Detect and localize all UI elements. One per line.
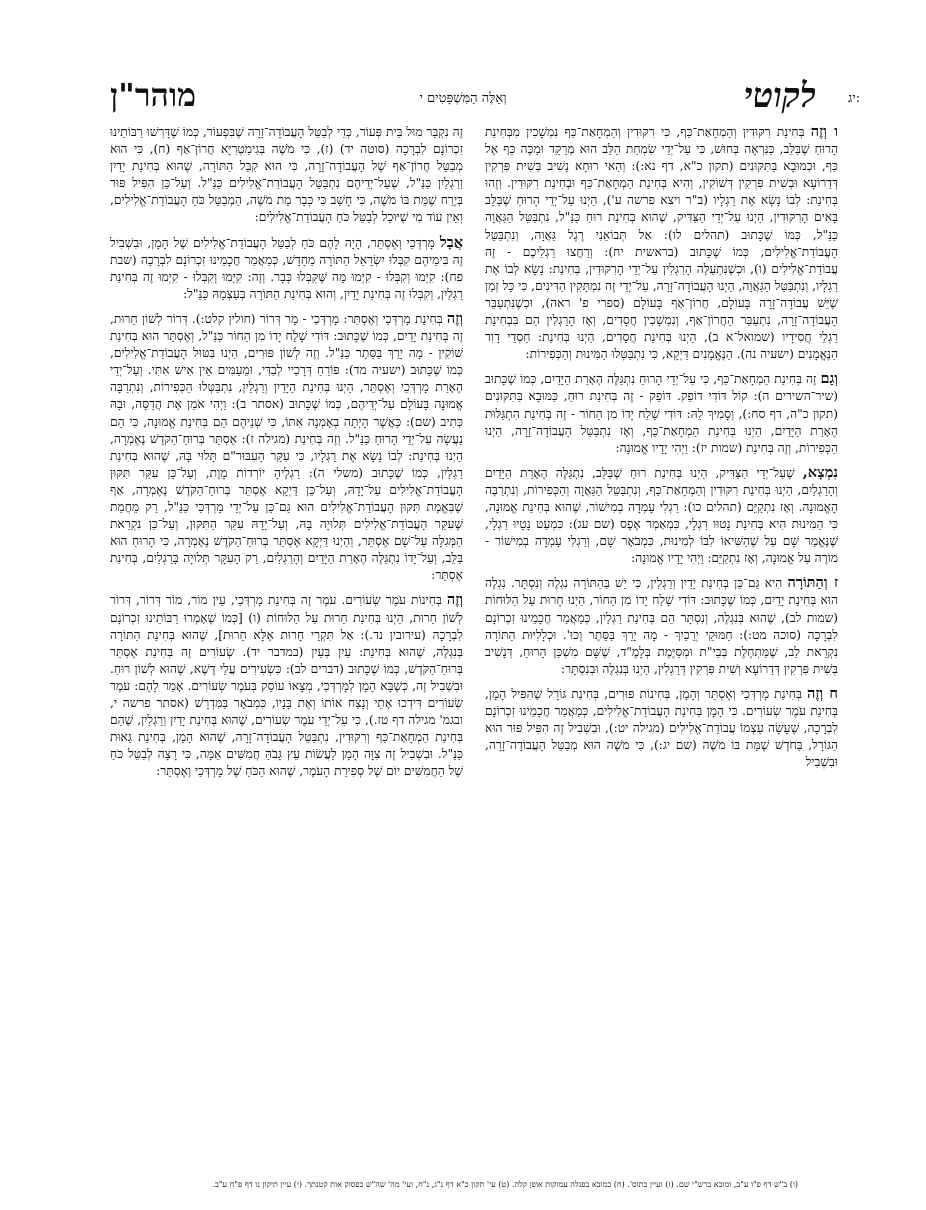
paragraph: [485, 370, 838, 456]
paragraph: [485, 685, 838, 771]
author-title: מוהר"ן: [110, 76, 197, 114]
paragraph: [110, 123, 463, 227]
paragraph: [485, 123, 838, 363]
left-column: [110, 123, 463, 787]
paragraph-text: שֶׁעַל־יְדֵי הַצַּדִּיק, הַיְנוּ בְּחִינַת רוּחַ שֶׁבַּלֵּב, נִתְגַּלֶּה הֶאָרַת הַיָּדַיִם וְהָרַגְלַיִם, הַיְנוּ בְּחִינַת רִקּוּדִין וְהַמְחָאַת־כַּף, וְנִתְבַּטֵּל הַגַּאֲוָה וְהַכְּפִירוֹת, וְנִתְרַבֶּה הָאֱמוּנָה. וְאָז נִתְקַיֵּם (תהלים כו): רַגְלִי עָמְדָה בְמִישׁוֹר, שֶׁהוּא בְּחִינַת אֱמוּנָה, כִּי הַמִּינוּת הִיא בְּחִינַת נָטוּו רַגְלָי, כִּמְאַמְר אֶפֶס (שם עג): כִּמְעַט נָטָיוּ רַגְלָי, שֶׁנֶּאֱמַר שָׁם עַל שֶׁהַשִּׁיאוֹ לִבּוֹ לְמִינוּת, כִּמְבֹאָר שָׁם, וְרַגְלִי עָמְדָה בְמִישׁוֹר - מוֹרֶה עַל אֱמוּנָה, וְאָז נִתְקַיֵּם: וַיְהִי יָדָיו אֱמוּנָה:: [485, 465, 838, 566]
paragraph-text: זֶה בְּחִינַת הַמְחָאַת־כַּף, כִּי עַל־יְדֵי הָרוּחַ נִתְגַּלֶּה הֶאָרַת הַיָּדַיִם, כְּמוֹ שֶׁכָּתוּב (שיר־השירים ה): קוֹל דּוֹדִי דוֹפֵק. דּוֹפֵק - זֶה בְּחִינַת רוּחַ, כַּמּוּבָא בַּתִּקּוּנִים (תקון כ"ה, דף סח:), וְסָמִיךְ לֵהּ: דּוֹדִי שָׁלַח יָדוֹ מִן הַחוֹר - זֶה בְּחִינַת הִתְגַּלּוּת הֶאָרַת הַיָּדַיִם, הַיְנוּ בְּחִינַת הַמְחָאַת־כַּף, וְאָז נִתְבַּטֵּל הָעֲבוֹדָה־זָרָה, הַיְנוּ הַכְּפִירוֹת, וְזֶה בְּחִינַת (שמות יז): וַיְהִי יָדָיו אֱמוּנָה:: [485, 372, 838, 455]
book-title: לקוטי: [743, 76, 816, 116]
paragraph: [110, 234, 463, 303]
paragraph-lead: וְגַם: [820, 370, 838, 388]
paragraph-text: זֶה נִקְבַּר מוּל בֵּית פְּעוֹר, כְּדֵי לְבַטֵּל הָעֲבוֹדָה־זָרָה שֶׁבִּפְעוֹר, כְּמוֹ שֶׁדָּרְשׁוּ רַבּוֹתֵינוּ זִכְרוֹנָם לִבְרָכָה (סוטה יד) (ז), כִּי מֹשֶׁה בְּגִימַטְרִיָּא חֲרוֹן־אַף (ח), כִּי הוּא מְבַטֵּל חֲרוֹן־אַף שֶׁל הָעֲבוֹדָה־זָרָה, כִּי הוּא קִבֵּל הַתּוֹרָה, שֶׁהוּא בְּחִינַת יָדַיִן וְרַגְלַיִן כַּנַּ"ל, שֶׁעַל־יְדֵיהֶם נִתְבַּטֵּל הָעֲבוֹדַת־אֱלִילִים כַּנַּ"ל. וְעַל־כֵּן הִפִּיל פּוּר בְּיֶרַח שֶׁמֵּת בּוֹ מֹשֶׁה, כִּי חָשַׁב כִּי כְּבָר מֵת מֹשֶׁה, הַמְבַטֵּל כֹּחַ הָעֲבוֹדַת־אֱלִילִים, וְאֵין עוֹד מִי שֶׁיּוּכַל לְבַטֵּל כֹּחַ הָעֲבוֹדַת־אֱלִילִים:: [110, 125, 463, 225]
paragraph-lead: וְזֶה: [446, 309, 463, 327]
paragraph-text: מָרְדְּכַי וְאֶסְתֵּר, הָיָה לָהֶם כֹּחַ לְבַטֵּל הָעֲבוֹדַת־אֱלִילִים שֶׁל הָמָן, וּבִשְׁבִיל זֶה בִּימֵיהֶם קִבְּלוּ יִשְׂרָאֵל הַתּוֹרָה מֵחָדָשׁ, כְּמַאֲמַר חֲכָמֵינוּ זִכְרוֹנָם לִבְרָכָה (שבת פח): קִיְּמוּ וְקִבְּלוּ - קִיְּמוּ מָה שֶּׁקִּבְּלוּ כְּבָר. וְזֶה: קִיְּמוּ וְקִבְּלוּ - קִיְּמוּ זֶה בְּחִינַת רַגְלַיִן, וְקִבְּלוּ זֶה בְּחִינַת יָדַיִן, וְהוּא בְּחִינַת הַתּוֹרָה בְּעַצְמָהּ כַּנַּ"ל:: [110, 235, 463, 301]
paragraph: [485, 574, 838, 678]
page-number: יג:: [848, 91, 861, 106]
paragraph-text: בְּחִינַת מָרְדְּכַי וְאֶסְתֵּר: מָרְדְּכַי - מָר דְּרוֹר (חולין קלט:). דְּרוֹר לְשׁוֹן חֵרוּת, זֶה בְּחִינַת יָדַיִם, כְּמוֹ שֶׁכָּתוּב: דּוֹדִי שָׁלַח יָדוֹ מִן הַחוֹר כַּנַּ"ל, וְאֶסְתֵּר הוּא בְּחִינַת שׁוֹקִין - מָה יָרֵךְ בַּסֵּתֶר כַּנַּ"ל. וְזֶה לְשׁוֹן פּוּרִים, הַיְנוּ בִּטּוּל הָעֲבוֹדַת־אֱלִילִים, כְּמוֹ שֶׁכָּתוּב (ישעיה מד): פּוֹרֵחַ דְּרָכַיי לְבַדִּי, וּמֵעַמִּים אֵין אִישׁ אִתִּי. וְעַל־יְדֵי הֶאָרַת מָרְדְּכַי וְאֶסְתֵּר, הַיְנוּ בְּחִינַת הַיָּדַיִן וְרַגְלַיִן, נִתְבַּטְּלוּ הַכְּפִירוֹת, וְנִתְרַבָּה אֱמוּנָה בָּעוֹלָם עַל־יְדֵיהֶם, כְּמוֹ שֶׁכָּתוּב (אסתר ב): וַיְהִי אֹמֵן אֶת הֲדַסָּה, וּבָהּ כְּתִיב (שם): כַּאֲשֶׁר הָיְתָה בְאָמְנָה אִתּוֹ, כִּי שְׁנֵיהֶם הֵם בְּחִינַת אֱמוּנָה, כִּי הֵם נַעֲשָׂה עַל־יְדֵי הָרוּחַ כַּנַּ"ל. וְזֶה בְּחִינַת (מגילה ז): אֶסְתֵּר בְּרוּחַ־הַקֹּדֶשׁ נֶאֶמְרָה, הַיְנוּ בְּחִינַת: לְבוֹ נָשָׂא אֶת רַגְלָיו, כִּי עִקַּר הָעִבּוּר"ם תָּלוּי בָּהּ, שֶׁהוּא בְּחִינַת רַגְלַיִן, כְּמוֹ שֶׁכָּתוּב (משלי ה): רַגְלֶיהָ יוֹרְדוֹת מָוֶת, וְעַל־כֵּן עִקַּר תִּקּוּן הָעֲבוֹדַת־אֱלִילִים עַל־יָדָהּ, וְעַל־כֵּן דַּיְקָא אֶסְתֵּר בְּרוּחַ־הַקֹּדֶשׁ נֶאֶמְרָה, אַף שֶׁבְּאֱמֶת תִּקּוּן הָעֲבוֹדַת־אֱלִילִים הוּא גַּם־כֵּן עַל־יְדֵי מָרְדְּכַי כַּנַּ"ל, רַק מֵחֲמַת שֶׁעִקַּר הָעֲבוֹדַת־אֱלִילִים תְּלוּיָה בָּהּ, וְעַל־יָדָהּ עִקַּר הַתִּקּוּן, וְעַל־כֵּן נִקְרֵאת הַמְּגִלָּה עַל־שֵׁם אֶסְתֵּר, וְהַיְנוּ דַּיְקָא אֶסְתֵּר בְּרוּחַ־הַקֹּדֶשׁ נֶאֶמְרָה, כִּי הָרוּחַ הוּא בַּלֵּב, וְעַל־יָדוֹ נִתְגַּלֶּה הֶאָרַת הַיָּדַיִם וְהָרַגְלַיִם, רַק הָעִקָּר תְּלוּיָה בָּרַגְלַיִם, בְּחִינַת אֶסְתֵּר:: [110, 311, 463, 583]
paragraph-lead: ז וְהַתּוֹרָה: [787, 574, 838, 592]
paragraph-lead: ח וְזֶה: [807, 684, 838, 702]
paragraph-lead: נִמְצָא,: [802, 463, 839, 481]
paragraph: [485, 464, 838, 568]
paragraph-lead: אֲבָל: [439, 233, 464, 251]
paragraph: [110, 310, 463, 585]
paragraph-text: בְּחִינוֹת עֹמֶר שְׂעוֹרִים. עֹמֶר זֶה בְּחִינַת מָרְדְּכַי, עֵין מוֹר, מוֹר דְּרוֹר, דְּרוֹר לְשׁוֹן חֵרוּת, הַיְנוּ בְּחִינַת חֵרוּת עַל הַלּוּחוֹת (ו) [כְּמוֹ שֶׁאָמְרוּ רַבּוֹתֵינוּ זִכְרוֹנָם לִבְרָכָה (עירובין נד.): אַל תִּקְרֵי חָרוּת אֶלָּא חֵרוּת], שֶׁהוּא בְּחִינַת הַתּוֹרָה בְּנִגְלֶה, שֶׁהוּא בְּחִינַת: עַיִן בְּעַיִן (במדבר יד). שְׂעוֹרִים זֶה בְּחִינַת אֶסְתֵּר בְּרוּחַ־הַקֹּדֶשׁ, כְּמוֹ שֶׁכָּתוּב (דברים לב): כִּשְׂעִירִים עֲלֵי דֶשֶׁא, שֶׁהוּא לְשׁוֹן רוּחַ. וּבִשְׁבִיל זֶה, כְּשֶׁבָּא הָמָן לְמָרְדְּכַי, מְצָאוֹ עוֹסֵק בְּעֹמֶר שְׂעוֹרִים. אָמַר לָהֶם: עֹמֶר שְׂעוֹרִים דִּידְכוּ אָתֵי וְנָצַח אוֹתוֹ וְאֶת בָּנָיו, כִּמְבֹאָר בַּמִּדְרָשׁ (אסתר פרשה י, ובגמ' מגילה דף טז.), כִּי עַל־יְדֵי עֹמֶר שְׂעוֹרִים, שֶׁהוּא בְּחִינַת יָדַיִן וְרַגְלַיִן, שֶׁהֵם בְּחִינַת הַמְחָאַת־כַּף וְרִקּוּדִין, נִתְבַּטֵּל הָעֲבוֹדָה־זָרָה, שֶׁהוּא הָמָן, בְּחִינַת גַּאוּת כַּנַּ"ל. וּבִשְׁבִיל זֶה צִוָּה הָמָן לַעֲשׂוֹת עֵץ גָּבֹהַּ חֲמִשִּׁים אַמָּה, כִּי רָצָה לְבַטֵּל כֹּחַ שֶׁל הַחֲמִשִּׁים יוֹם שֶׁל סְפִירַת הָעֹמֶר, שֶׁהוּא הַכֹּחַ שֶׁל מָרְדְּכַי וְאֶסְתֵּר:: [110, 593, 463, 779]
paragraph-text: הִיא גַּם־כֵּן בְּחִינַת יָדַיִן וְרַגְלִין, כִּי יֵשׁ בַּהַתּוֹרָה נִגְלֶה וְנִסְתָּר. נִגְלֶה הוּא בְּחִינַת יָדַיִם, כְּמוֹ שֶׁכָּתוּב: דּוֹדִי שָׁלַח יָדוֹ מִן הַחוֹר, הַיְנוּ חָרוּת עַל הַלּוּחוֹת (שמות לב), שֶׁהוּא בְּנִגְלֶה, וְנִסְתָּר הֵם בְּחִינַת רַגְלַיִן, כְּמַאֲמַר חֲכָמֵינוּ זִכְרוֹנָם לִבְרָכָה (סוכה מט:): חַמּוּקֵי יְרֵכַיִךְ - מָה יָרֵךְ בַּסֵּתֶר וְכוּ'. וּכְלָלִיּוּת הַתּוֹרָה נִקְרֵאת לֵב, שֶׁמַּתְחֶלֶת בְּבֵי"ת וּמְסַיֶּמֶת בְּלָמֶ"ד, שֶׁשָּׁם מִשְׁכַּן הָרוּחַ, דְּנָשִׁיב בְּשִׁית פִּרְקִין דְּדַרוֹעָא וְשִׁית פִּרְקִין דְּרַגְלִין, הַיְנוּ בְּנִגְלֶה וּבְנִסְתָּר:: [485, 576, 838, 676]
right-column: [485, 123, 838, 778]
footnotes: (ו) ב"ש דף פ"ו ע"ב, ומובא ברש"י שם. (ז) ועיין בתוס'. (ח) כמובא בפגלה עמוקות אופן קלה. (ט) עי' תקון כ"א דף נ"ג, נ"ח, ועי' מה' שה"ש בפסוק אות קטנתך. (י) עיין תיקון נו דף פ"ח ע"ב.: [212, 1180, 798, 1189]
paragraph-lead: וְזֶה: [446, 591, 463, 609]
paragraph-text: בְּחִינַת רִקּוּדִין וְהַמְחָאַת־כַּף, כִּי רִקּוּדִין וְהַמְחָאַת־כַּף נִמְשָׁכִין מִבְּחִינַת הָרוּחַ שֶׁבַּלֵּב, כַּנִּרְאֶה בְּחוּשׁ, כִּי עַל־יְדֵי שִׂמְחַת הַלֵּב הוּא מְרַקֵּד וּמַכֶּה כַּף אֶל כַּף, וּכְמוּבָא בַּתִּקּוּנִים (תקון כ"א, דף נא:): וְהַאי רוּחָא נָשִׁיב בְּשִׁית פִּרְקִין דְּדַרוֹעָא וּבְשִׁית פִּרְקִין דְּשׁוֹקִין, וְהִיא בְּחִינַת הַמְחָאַת־כַּף וּבְחִינַת רִקּוּדִין. וְזֶהוּ בְּחִינַת: לְבוֹ נָשָׂא אֶת רַגְלָיו (ב"ר ויצא פרשה ע'), הַיְנוּ עַל־יְדֵי הָרוּחַ שֶׁבַּלֵּב בָּאִים הָרִקּוּדִין, הַיְנוּ עַל־יְדֵי הַצַּדִּיק, שֶׁהוּא בְּחִינַת רוּחַ כַּנַּ"ל, נִתְבַּטֵּל הַגַּאֲוָה כַּנַּ"ל, כְּמוֹ שֶׁכָּתוּב (תהלים לו): אַל תְּבוֹאֵנִי רֶגֶל גַּאֲוָה, וְנִתְבַּטֵּל הָעֲבוֹדַת־אֱלִילִים, כְּמוֹ שֶׁכָּתוּב (בראשית יח): וְרַחֲצוּ רַגְלֵיכֶם - זֶה עֲבוֹדַת־אֱלִילִים (ו), וּכְשֶׁנִּתְעַלֶּה הָרַגְלִין עַל־יְדֵי הָרִקּוּדִין, בְּחִינַת: נָשָׂא לְבוֹ אֶת רַגְלָיו, וְנִתְבַּטֵּל הַגַּאֲוָה, הַיְנוּ הָעֲבוֹדָה־זָרָה, עַל־יְדֵי זֶה נִמְתָּקִין הַדִּינִים, כִּי כָּל זְמַן שֶׁיֵּשׁ עֲבוֹדָה־זָרָה בָּעוֹלָם, חֲרוֹן־אַף בָּעוֹלָם (ספרי פ' ראה), וּכְשֶׁנִּתְעַבֵּר הָעֲבוֹדָה־זָרָה, נִתְעַבֵּר הַחֲרוֹן־אַף, וְנִמְשָׁכִין חֲסָדִים, וְאָז הָרַגְלִין הֵם בִּבְחִינַת רַגְלֵי חֲסִידָיו (שמואל־א ב), הַיְנוּ בְּחִינַת חֲסָדִים, הַיְנוּ בְּחִינַת: חַסְדֵי דָוִד הַנֶּאֱמָנִים (ישעיה נה). הַנֶּאֱמָנִים דַּיְקָא, כִּי נִתְבַּטְּלוּ הַמִּינוּת וְהַכְּפִירוֹת:: [485, 125, 838, 362]
paragraph-text: בְּחִינַת מָרְדְּכַי וְאֶסְתֵּר וְהָמָן, בְּחִינוֹת פּוּרִים, בְּחִינַת גּוֹרָל שֶׁהִפִּיל הָמָן, בְּחִינַת עֹמֶר שְׂעוֹרִים. כִּי הָמָן בְּחִינַת הָעֲבוֹדַת־אֱלִילִים, כְּמַאֲמַר חֲכָמֵינוּ זִכְרוֹנָם לִבְרָכָה, שֶׁעָשָׂה עַצְמוֹ עֲבוֹדַת־אֱלִילִים (מגילה יט:), וּבִשְׁבִיל זֶה הִפִּיל פּוּר הוּא הַגּוֹרָל, בַּחֹדֶשׁ שֶׁמֵּת בּוֹ מֹשֶׁה (שם יג:), כִּי מֹשֶׁה הוּא מְבַטֵּל הָעֲבוֹדָה־זָרָה, וּבִשְׁבִיל: [485, 686, 838, 770]
page-header: [110, 76, 816, 116]
paragraph: [110, 591, 463, 780]
section-title: וְאֵלֶּה הַמִּשְׁפָּטִים י: [419, 91, 507, 106]
paragraph-lead: ו וְזֶה: [810, 123, 838, 140]
